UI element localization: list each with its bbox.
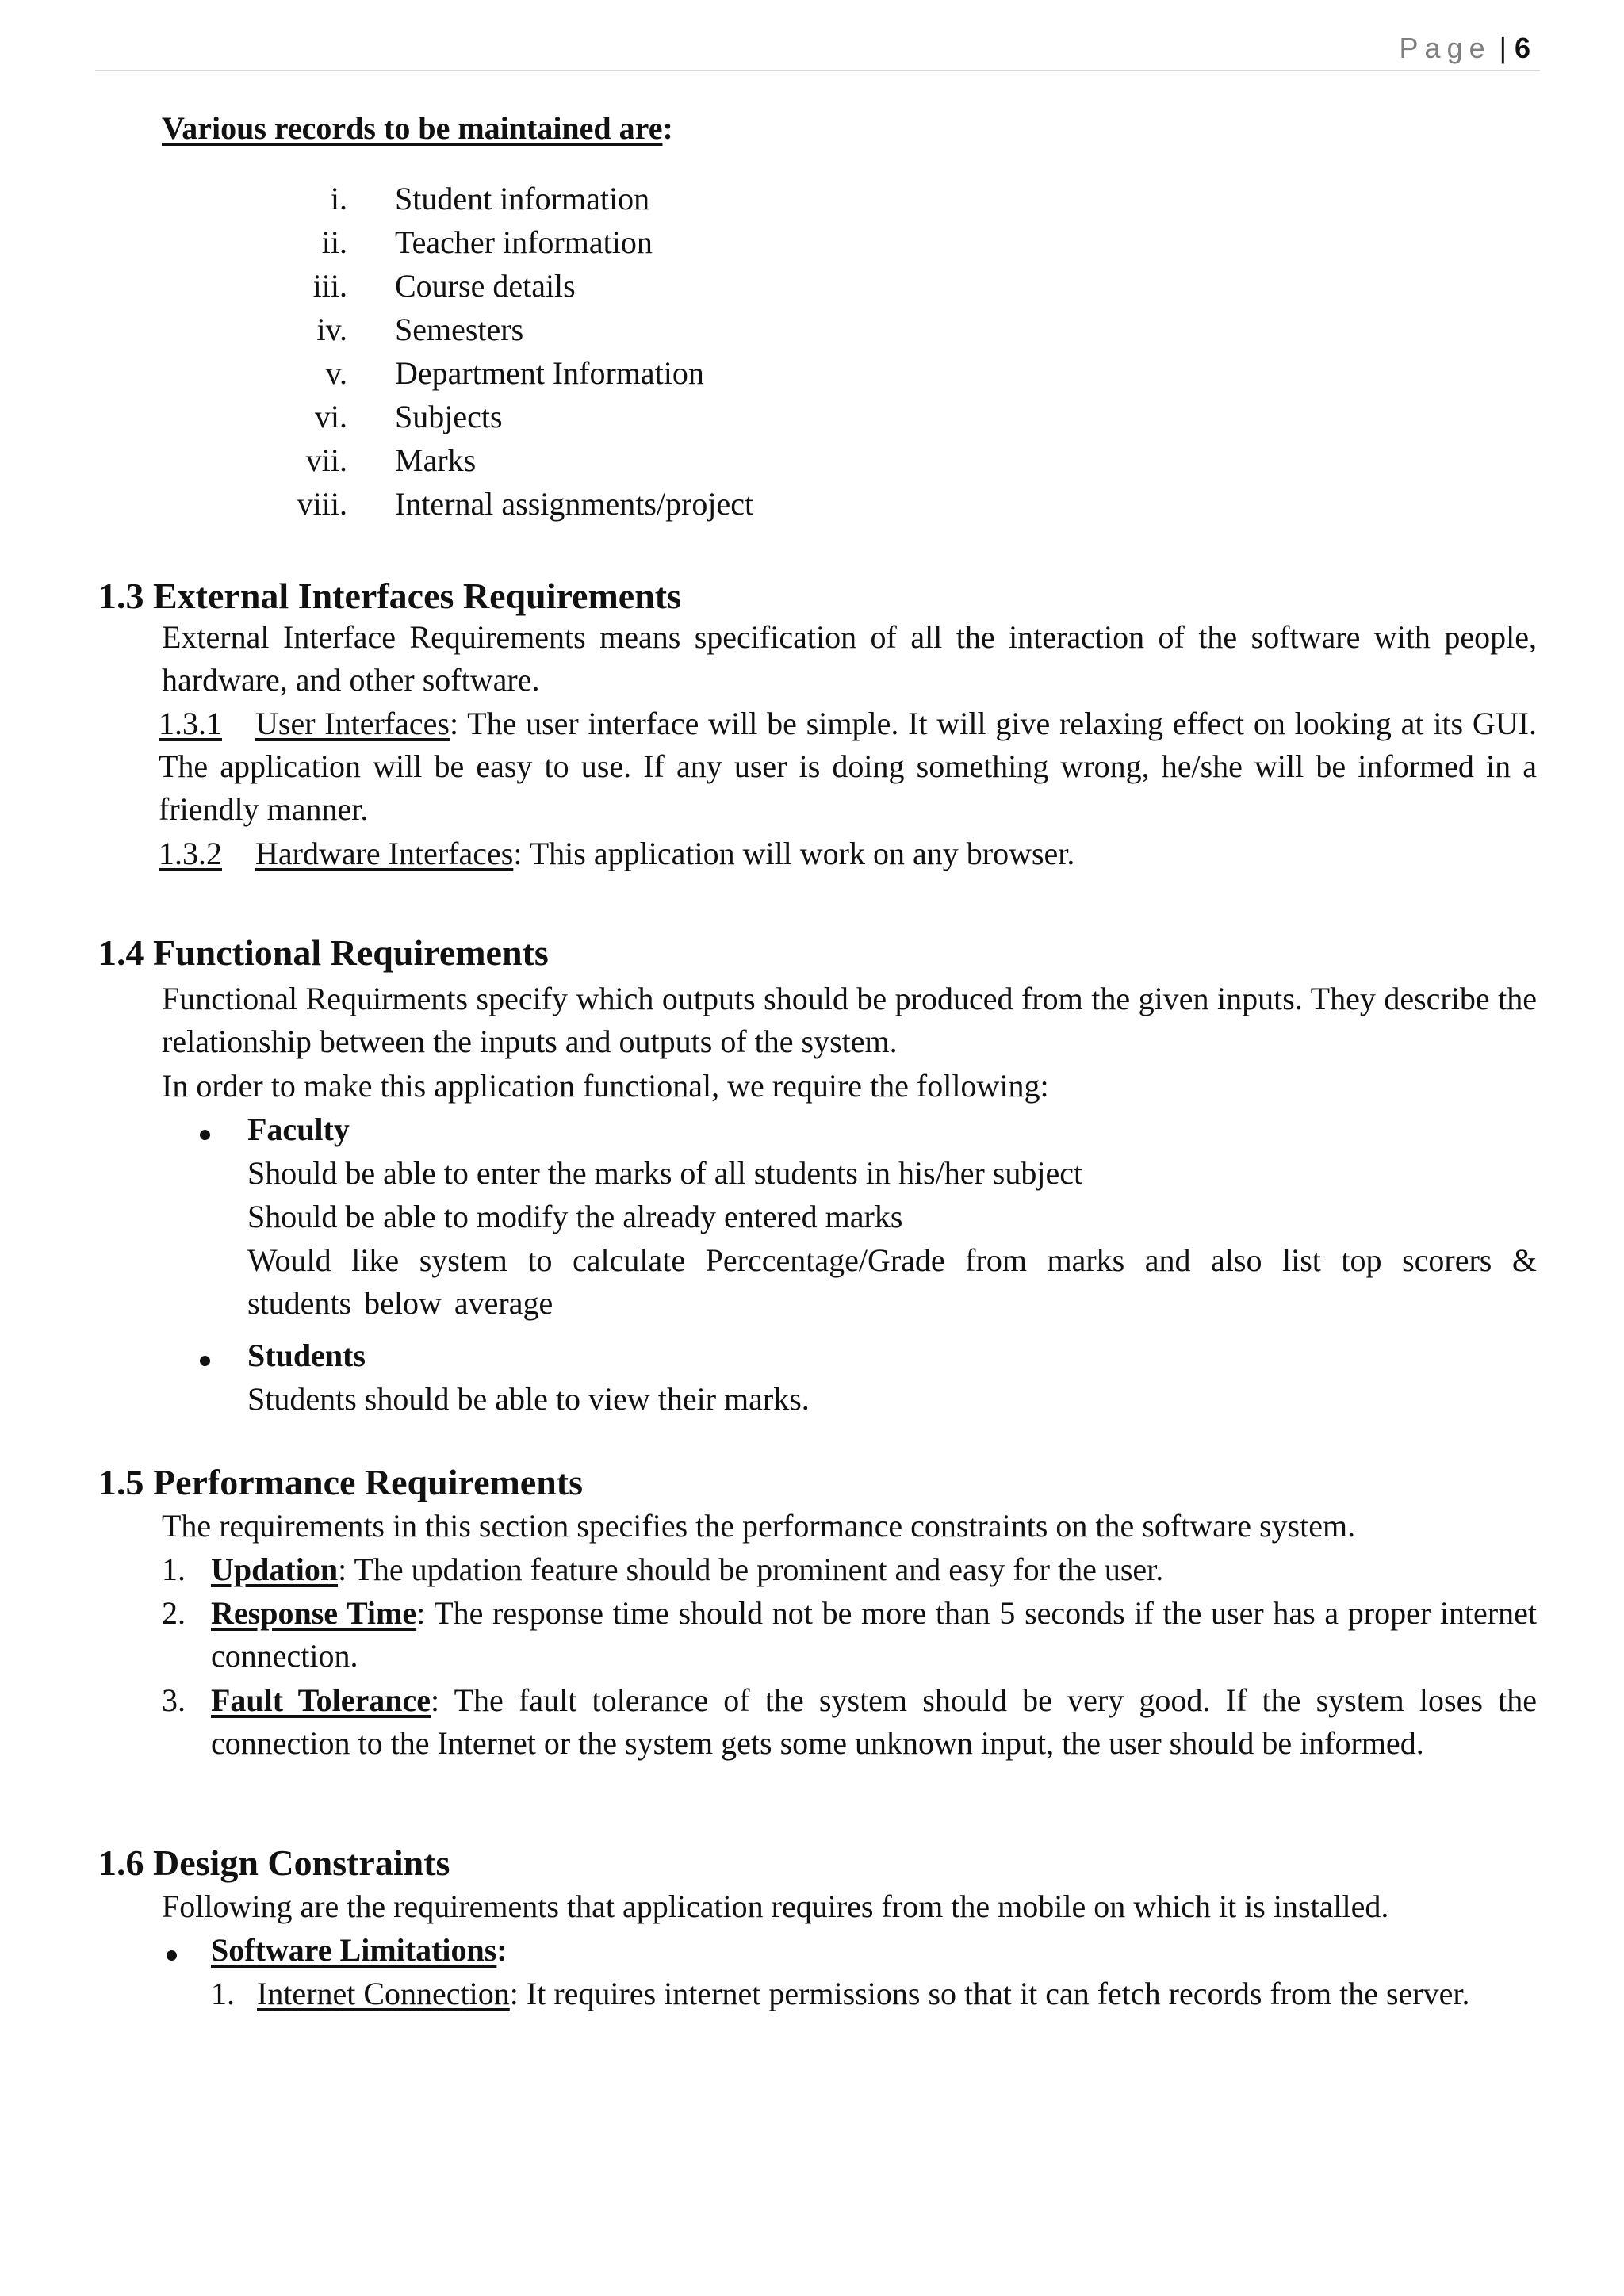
record-item-number: iii. [312, 268, 347, 304]
records-list [159, 177, 1427, 526]
record-item-number: vi. [314, 399, 347, 434]
limitation-item-1: Internet Connection: It requires internet permissions so that it can fetch records from the server. [257, 1976, 1470, 2011]
page-number [1400, 32, 1530, 65]
records-heading: Various records to be maintained are: [162, 110, 673, 146]
section-1-3-2: 1.3.2 Hardware Interfaces: This application will work on any browser. [159, 836, 1075, 871]
section-1-6-intro: Following are the requirements that application requires from the mobile on which it is installed. [162, 1888, 1389, 1924]
faculty-bullet [200, 1108, 210, 1151]
record-item-text: Internal assignments/project [395, 486, 754, 522]
bullet-dot-icon [167, 1950, 177, 1961]
record-item [159, 395, 1427, 438]
record-item-number: viii. [297, 486, 347, 522]
faculty-line-1: Should be able to enter the marks of all students in his/her subject [247, 1155, 1083, 1191]
section-1-4-title: 1.4 Functional Requirements [98, 932, 549, 973]
section-1-3-intro: External Interface Requirements means specification of all the interaction of the software with people, hardware, and other software. [162, 619, 1537, 698]
section-1-6-title: 1.6 Design Constraints [98, 1843, 450, 1883]
perf-item-2-num: 2. [162, 1595, 186, 1631]
record-item-text: Subjects [395, 399, 503, 434]
limitations-label: Software Limitations: [211, 1932, 508, 1968]
perf-item-1-num: 1. [162, 1552, 186, 1587]
perf-item-2: Response Time: The response time should not be more than 5 seconds if the user has a proper internet connection. [211, 1595, 1537, 1674]
perf-item-3-num: 3. [162, 1682, 186, 1718]
record-item-number: v. [325, 355, 347, 391]
record-item [159, 438, 1427, 482]
bullet-dot-icon [200, 1356, 210, 1366]
section-1-3-1: 1.3.1 User Interfaces: The user interface will be simple. It will give relaxing effect on looking at its GUI. The application will be easy to use. If any user is doing something wrong, he/she will be informed in a friendly manner. [159, 706, 1537, 827]
record-item [159, 177, 1427, 220]
faculty-label: Faculty [247, 1112, 350, 1147]
record-item-text: Course details [395, 268, 576, 304]
section-1-4-intro: Functional Requirments specify which outputs should be produced from the given inputs. They describe the relationship between the inputs and outputs of the system. [162, 981, 1537, 1059]
limitations-bullet [167, 1929, 177, 1972]
page-label: Page [1399, 32, 1492, 64]
faculty-line-3: Would like system to calculate Perccentage/Grade from marks and also list top scorers & students below average [247, 1242, 1537, 1321]
record-item-number: ii. [321, 224, 347, 260]
record-item-text: Marks [395, 442, 477, 478]
record-item [159, 308, 1427, 351]
page-separator: | [1499, 32, 1507, 64]
record-item-number: iv. [316, 312, 347, 347]
record-item-text: Department Information [395, 355, 704, 391]
record-item-text: Student information [395, 181, 650, 216]
section-1-5-intro: The requirements in this section specifies the performance constraints on the software system. [162, 1508, 1356, 1544]
students-label: Students [247, 1337, 366, 1373]
students-line: Students should be able to view their marks. [247, 1381, 810, 1417]
perf-item-3: Fault Tolerance: The fault tolerance of the system should be very good. If the system loses the connection to the Internet or the system gets some unknown input, the user should be informed. [211, 1682, 1537, 1761]
perf-item-1: Updation: The updation feature should be prominent and easy for the user. [211, 1552, 1164, 1587]
page-header [95, 30, 1540, 71]
record-item [159, 264, 1427, 308]
record-item-number: i. [330, 181, 347, 216]
section-1-4-intro2: In order to make this application functional, we require the following: [162, 1068, 1049, 1104]
record-item-number: vii. [305, 442, 347, 478]
record-item [159, 351, 1427, 395]
record-item [159, 482, 1427, 526]
record-item [159, 220, 1427, 264]
faculty-line-2: Should be able to modify the already entered marks [247, 1199, 903, 1234]
students-bullet [200, 1334, 210, 1377]
bullet-dot-icon [200, 1130, 210, 1140]
record-item-text: Semesters [395, 312, 524, 347]
record-item-text: Teacher information [395, 224, 653, 260]
page-number-value: 6 [1514, 32, 1530, 64]
limitation-item-1-num: 1. [211, 1976, 235, 2011]
section-1-3-title: 1.3 External Interfaces Requirements [98, 576, 682, 616]
section-1-5-title: 1.5 Performance Requirements [98, 1462, 584, 1502]
